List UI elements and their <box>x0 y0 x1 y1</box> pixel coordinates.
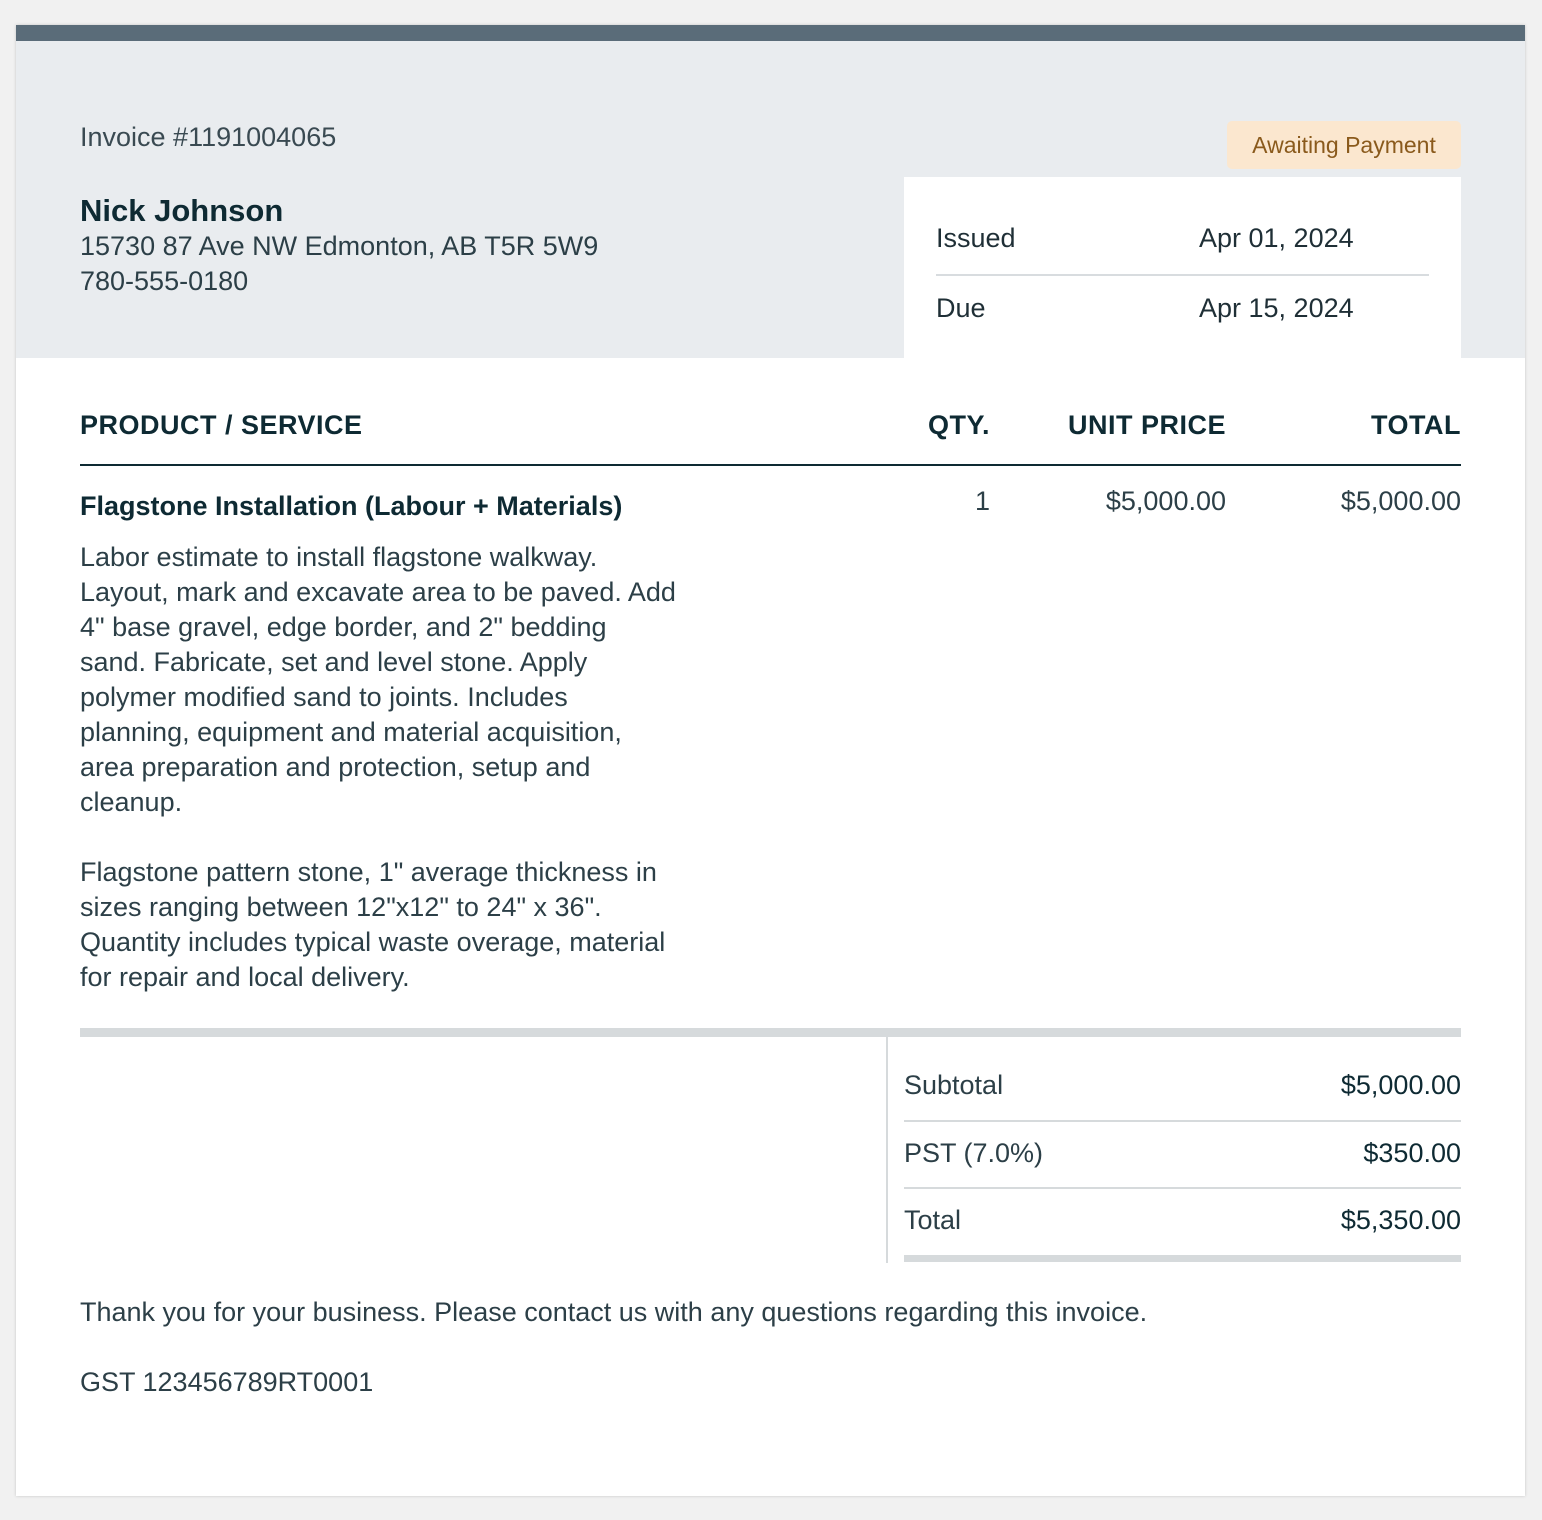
due-value: Apr 15, 2024 <box>1199 293 1354 323</box>
issued-row <box>936 177 1429 276</box>
item-qty: 1 <box>974 486 990 516</box>
thank-you-note: Thank you for your business. Please contact us with any questions regarding this invoice. <box>80 1297 1148 1327</box>
subtotal-value: $5,000.00 <box>1340 1070 1461 1100</box>
due-label: Due <box>936 293 986 323</box>
total-label: Total <box>904 1205 962 1235</box>
item-name: Flagstone Installation (Labour + Materials) <box>80 491 623 521</box>
subtotal-label: Subtotal <box>904 1070 1004 1100</box>
totals-divider <box>904 1187 1461 1189</box>
tax-value: $350.00 <box>1363 1138 1461 1168</box>
top-accent-bar <box>16 25 1525 41</box>
totals-divider <box>904 1120 1461 1122</box>
tax-label: PST (7.0%) <box>904 1138 1044 1168</box>
totals-bottom-divider <box>904 1255 1461 1262</box>
totals-vertical-divider <box>886 1037 888 1263</box>
header-qty: QTY. <box>927 410 990 440</box>
gst-number: GST 123456789RT0001 <box>80 1367 374 1397</box>
total-value: $5,350.00 <box>1340 1205 1461 1235</box>
status-badge: Awaiting Payment <box>1227 121 1461 169</box>
header-total: TOTAL <box>1371 410 1461 440</box>
items-bottom-divider <box>80 1028 1461 1037</box>
item-description: Labor estimate to install flagstone walkway. Layout, mark and excavate area to be paved. Add 4" base gravel, edge border, and 2" bedding sand. Fabricate, set and level stone. Apply polymer modified sand to joints. Includes planning, equipment and material acquisition, area preparation and protection, setup and cleanup. Flagstone pattern stone, 1" average thickness in sizes ranging between 12"x12" to 24" x 36". Quantity includes typical waste overage, material for repair and local delivery. <box>80 542 676 992</box>
item-total: $5,000.00 <box>1340 486 1461 516</box>
client-phone: 780-555-0180 <box>80 266 249 296</box>
client-address: 15730 87 Ave NW Edmonton, AB T5R 5W9 <box>80 231 599 261</box>
due-row <box>936 276 1429 342</box>
item-unit-price: $5,000.00 <box>1105 486 1226 516</box>
header-unit-price: UNIT PRICE <box>1067 410 1226 440</box>
invoice-number: Invoice #1191004065 <box>80 122 337 152</box>
issued-value: Apr 01, 2024 <box>1199 223 1354 253</box>
invoice-header <box>16 41 1525 358</box>
client-name: Nick Johnson <box>80 193 284 228</box>
invoice-card <box>16 25 1525 1496</box>
issued-label: Issued <box>936 223 1016 253</box>
table-header-divider <box>80 464 1461 466</box>
header-product: PRODUCT / SERVICE <box>80 410 363 440</box>
dates-box <box>904 177 1461 374</box>
